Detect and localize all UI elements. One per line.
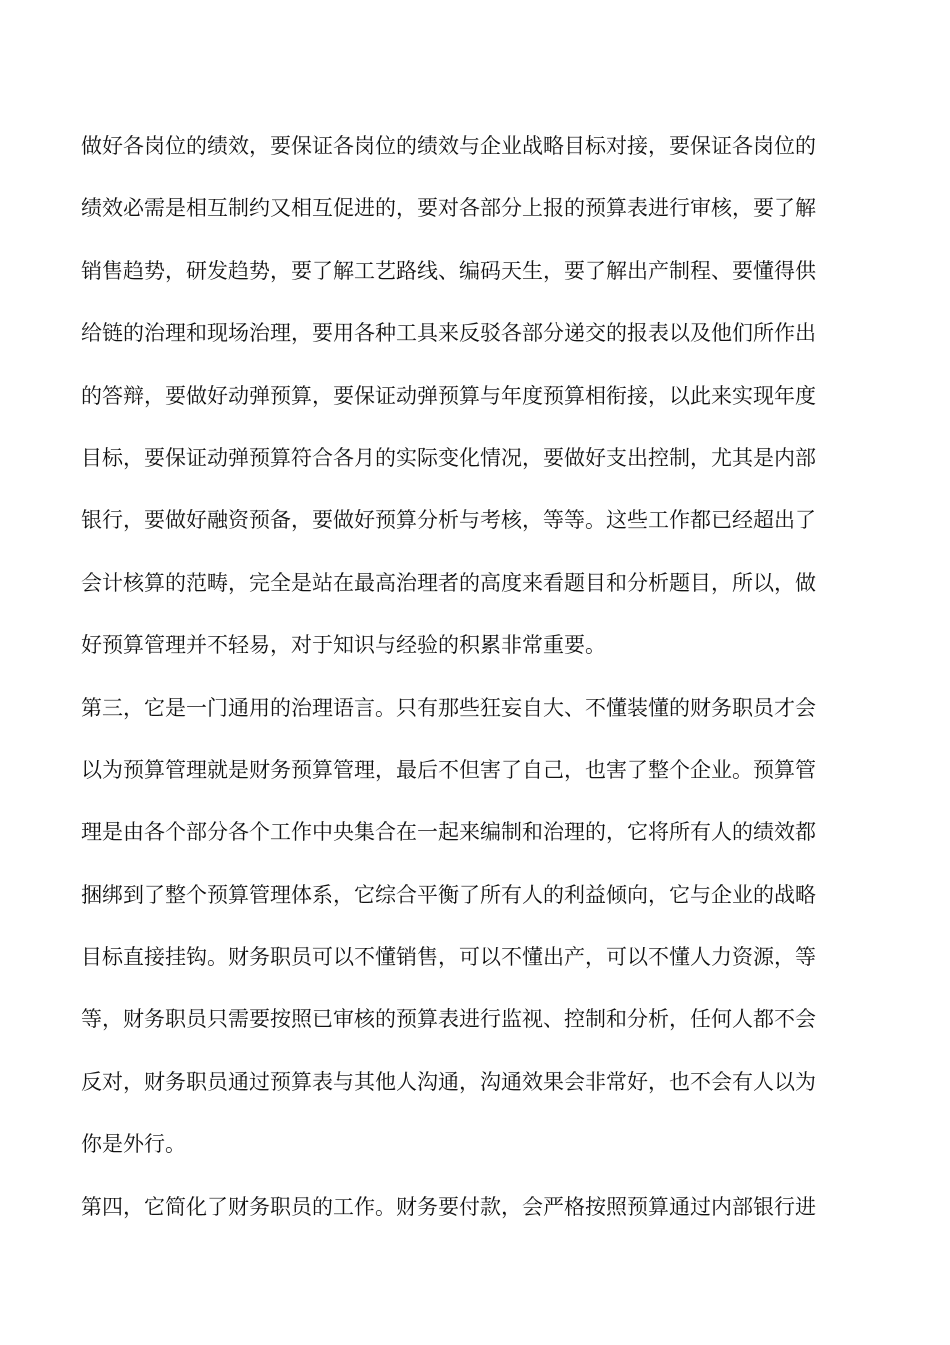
paragraph-third-point: [81, 677, 816, 1176]
document-body: [81, 115, 816, 1238]
text-line: 你是外行。: [81, 1132, 186, 1157]
text-line: 绩效必需是相互制约又相互促进的，要对各部分上报的预算表进行审核，要了解: [81, 196, 816, 221]
text-line: 捆绑到了整个预算管理体系，它综合平衡了所有人的利益倾向，它与企业的战略: [81, 882, 816, 907]
text-line: 等，财务职员只需要按照已审核的预算表进行监视、控制和分析，任何人都不会: [81, 1007, 816, 1032]
text-line: 的答辩，要做好动弹预算，要保证动弹预算与年度预算相衔接，以此来实现年度: [81, 383, 816, 408]
text-line: 第四，它简化了财务职员的工作。财务要付款，会严格按照预算通过内部银行进: [81, 1194, 816, 1219]
text-line: 反对，财务职员通过预算表与其他人沟通，沟通效果会非常好，也不会有人以为: [81, 1069, 816, 1094]
text-line: 会计核算的范畴，完全是站在最高治理者的高度来看题目和分析题目，所以，做: [81, 570, 816, 595]
paragraph-budget-work: [81, 115, 816, 677]
text-line: 给链的治理和现场治理，要用各种工具来反驳各部分递交的报表以及他们所作出: [81, 321, 816, 346]
text-line: 目标，要保证动弹预算符合各月的实际变化情况，要做好支出控制，尤其是内部: [81, 445, 816, 470]
text-line: 理是由各个部分各个工作中央集合在一起来编制和治理的，它将所有人的绩效都: [81, 820, 816, 845]
paragraph-fourth-point: [81, 1176, 816, 1238]
text-line: 目标直接挂钩。财务职员可以不懂销售，可以不懂出产，可以不懂人力资源，等: [81, 945, 816, 970]
text-line: 做好各岗位的绩效，要保证各岗位的绩效与企业战略目标对接，要保证各岗位的: [81, 134, 816, 158]
text-line: 好预算管理并不轻易，对于知识与经验的积累非常重要。: [81, 633, 606, 658]
text-line: 销售趋势，研发趋势，要了解工艺路线、编码天生，要了解出产制程、要懂得供: [81, 258, 816, 283]
text-line: 第三，它是一门通用的治理语言。只有那些狂妄自大、不懂装懂的财务职员才会: [81, 695, 816, 720]
text-line: 银行，要做好融资预备，要做好预算分析与考核，等等。这些工作都已经超出了: [81, 508, 816, 533]
text-line: 以为预算管理就是财务预算管理，最后不但害了自己，也害了整个企业。预算管: [81, 757, 816, 782]
